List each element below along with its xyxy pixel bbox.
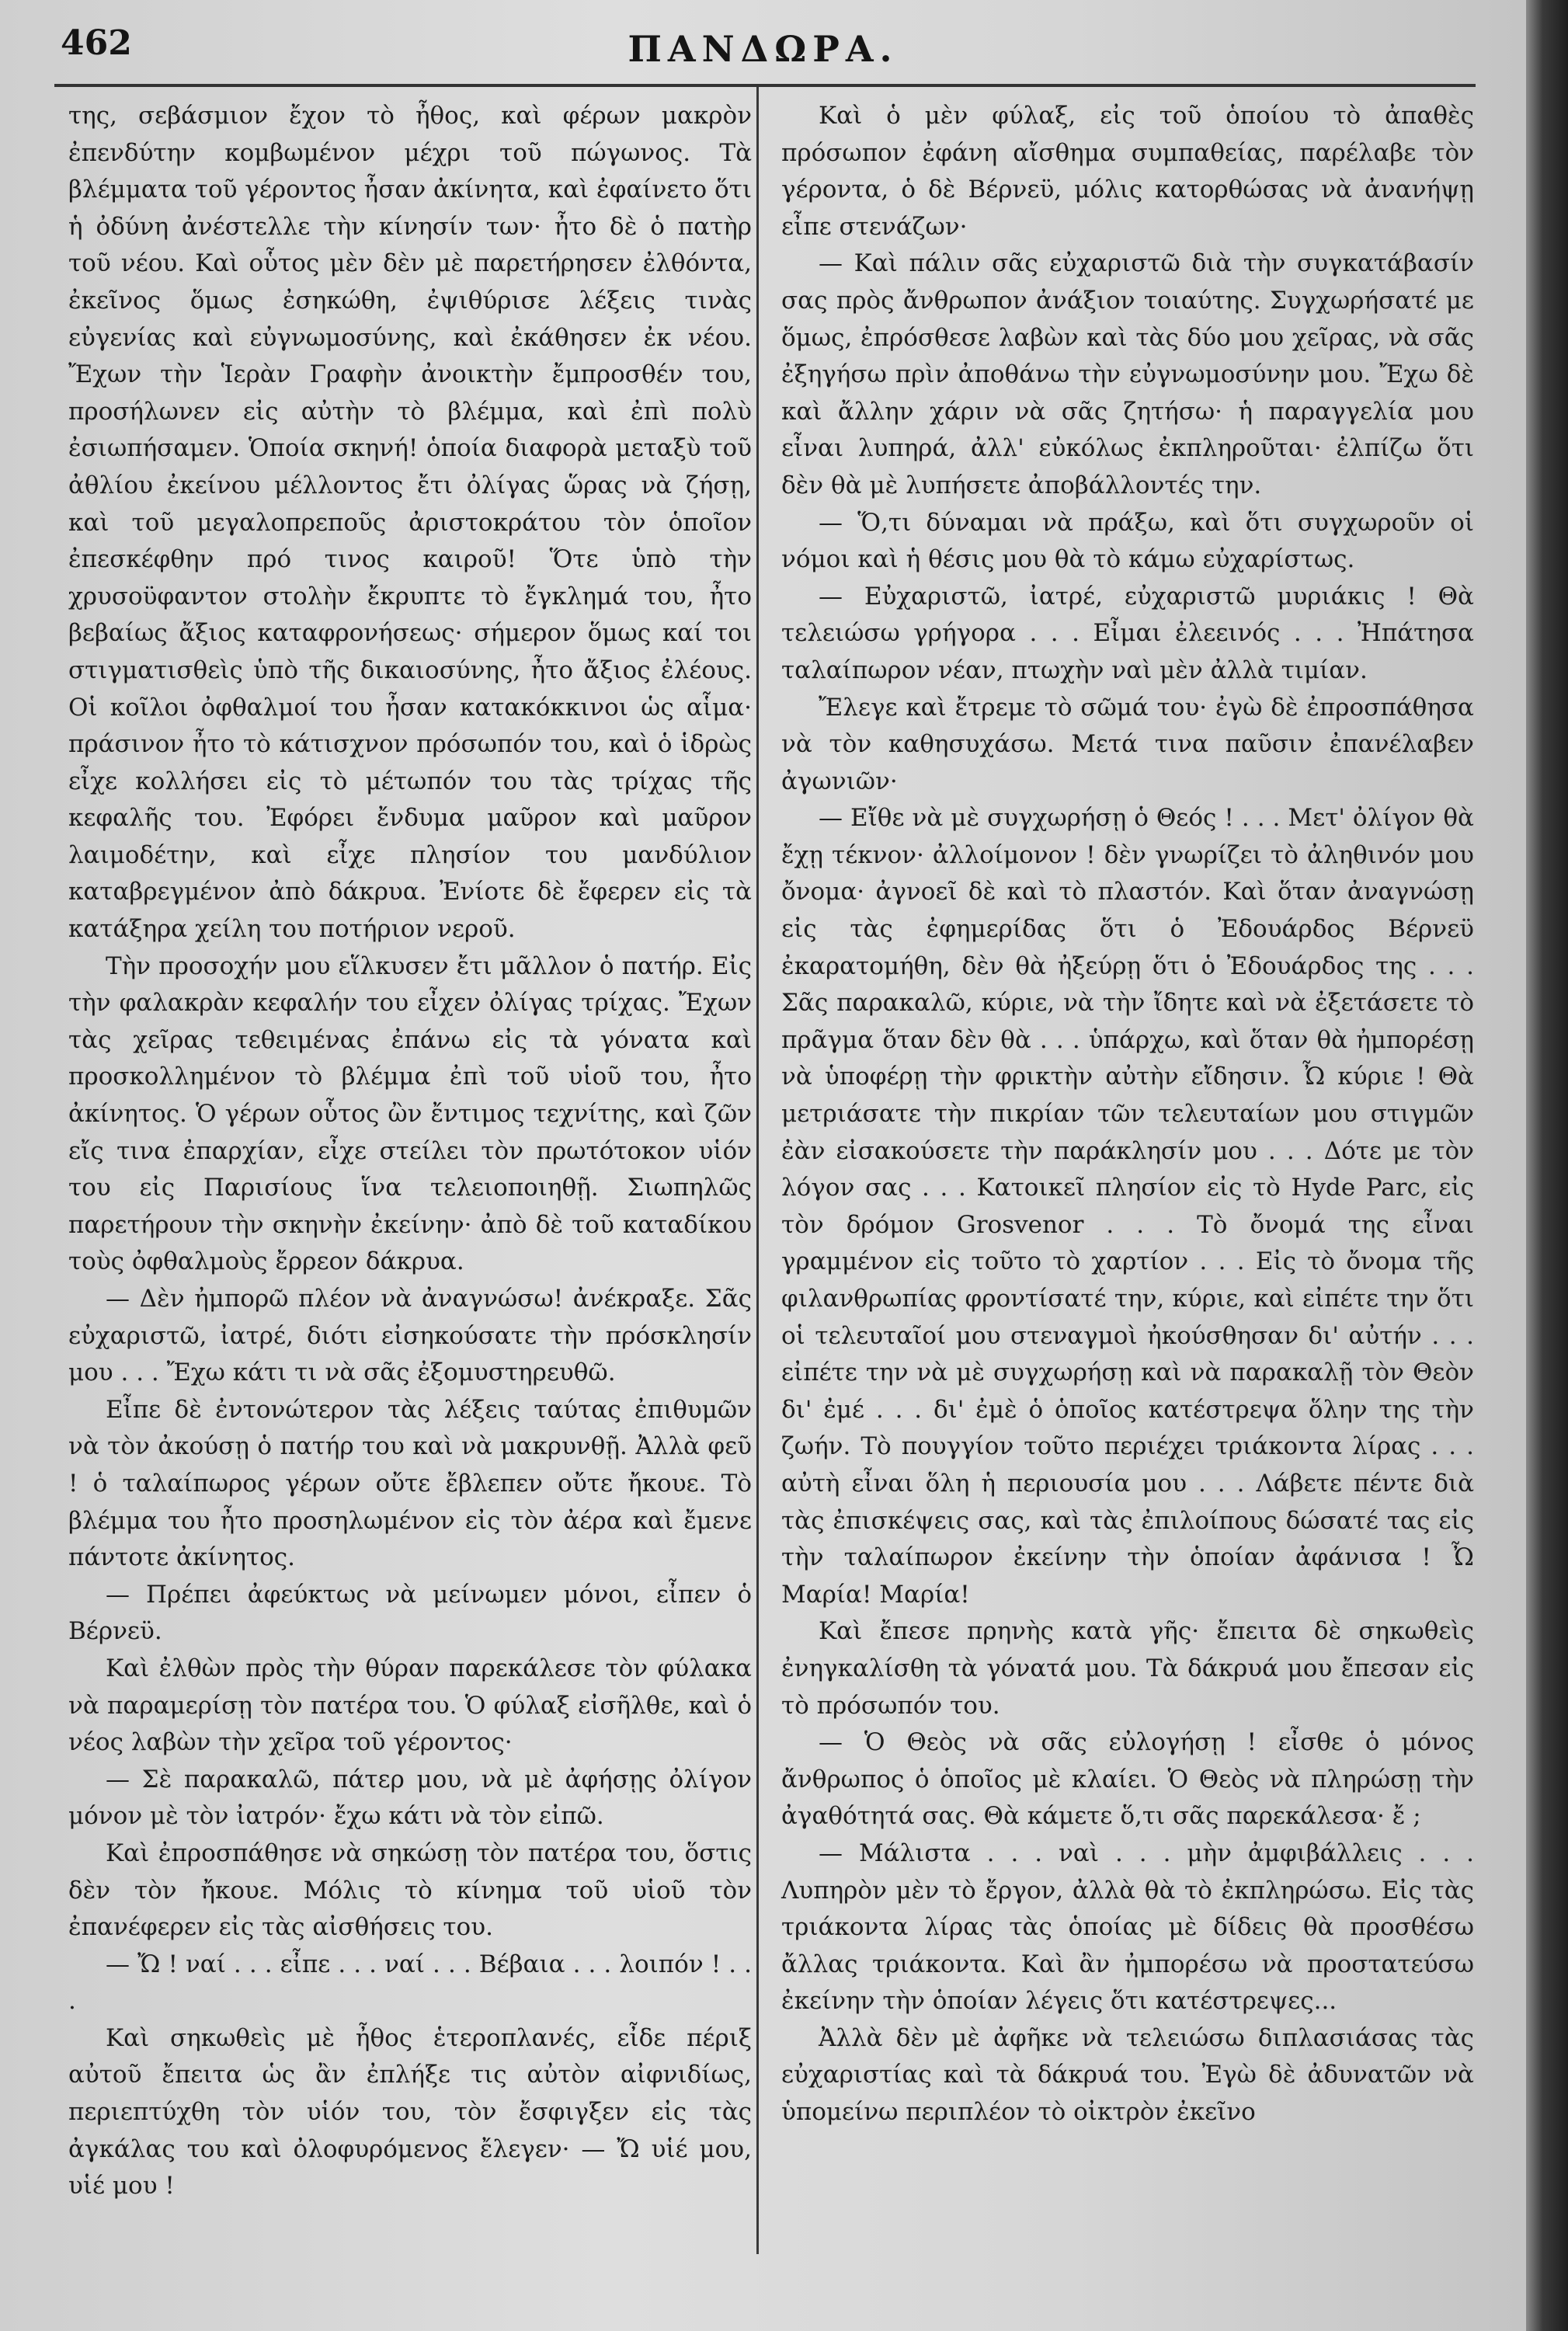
paragraph: Τὴν προσοχήν μου εἵλκυσεν ἔτι μᾶλλον ὁ πατήρ. Εἰς τὴν φαλακρὰν κεφαλήν του εἶχεν ὀλίγας τρίχας. Ἔχων τὰς χεῖρας τεθειμένας ἐπάνω εἰς τὰ γόνατα καὶ προσκολλημένον τὸ βλέμμα ἐπὶ τοῦ υἱοῦ του, ἦτο ἀκίνητος. Ὁ γέρων οὗτος ὢν ἔντιμος τεχνίτης, καὶ ζῶν εἴς τινα ἐπαρχίαν, εἶχε στείλει τὸν πρωτότοκον υἱόν του εἰς Παρισίους ἵνα τελειοποιηθῇ. Σιωπηλῶς παρετήρουν τὴν σκηνὴν ἐκείνην· ἀπὸ δὲ τοῦ καταδίκου τοὺς ὀφθαλμοὺς ἔρρεον δάκρυα. — [68, 952, 752, 1276]
paragraph: Εἶπε δὲ ἐντονώτερον τὰς λέξεις ταύτας ἐπιθυμῶν νὰ τὸν ἀκούσῃ ὁ πατήρ του καὶ νὰ μακρυνθῇ. Ἀλλὰ φεῦ ! ὁ ταλαίπωρος γέρων οὔτε ἔβλεπεν οὔτε ἤκουε. Τὸ βλέμμα του ἦτο προσηλωμένον εἰς τὸν ἀέρα καὶ ἔμενε πάντοτε ἀκίνητος. — [68, 1395, 752, 1572]
paragraph: — Εἴθε νὰ μὲ συγχωρήσῃ ὁ Θεός ! . . . Μετ' ὀλίγον θὰ ἔχῃ τέκνον· ἀλλοίμονον ! δὲν γνωρίζει τὸ ἀληθινόν μου ὄνομα· ἀγνοεῖ δὲ καὶ τὸ πλαστόν. Καὶ ὅταν ἀναγνώσῃ εἰς τὰς ἐφημερίδας ὅτι ὁ Ἐδουάρδος Βέρνεϋ ἐκαρατομήθη, δὲν θὰ ἠξεύρῃ ὅτι ὁ Ἐδουάρδος της . . . Σᾶς παρακαλῶ, κύριε, νὰ τὴν ἴδητε καὶ νὰ ἐξετάσετε τὸ πρᾶγμα ὅταν δὲν θὰ . . . ὑπάρχω, καὶ ὅταν θὰ ἠμπορέσῃ νὰ ὑποφέρῃ τὴν φρικτὴν αὐτὴν εἴδησιν. Ὦ κύριε ! Θὰ μετριάσατε τὴν πικρίαν τῶν τελευταίων μου στιγμῶν ἐὰν εἰσακούσετε τὴν παράκλησίν μου . . . Δότε με τὸν λόγον σας . . . Κατοικεῖ πλησίον εἰς τὸ Hyde Parc, εἰς τὸν δρόμον Grosvenor . . . Τὸ ὄνομά της εἶναι γραμμένον εἰς τοῦτο τὸ χαρτίον . . . Εἰς τὸ ὄνομα τῆς φιλανθρωπίας φροντίσατέ την, κύριε, καὶ εἰπέτε την ὅτι οἱ τελευταῖοί μου στεναγμοὶ ἠκούσθησαν δι' αὐτήν . . . εἰπέτε την νὰ μὲ συγχωρήσῃ καὶ νὰ παρακαλῇ τὸν Θεὸν δι' ἐμέ . . . δι' ἐμὲ ὁ ὁποῖος κατέστρεψα ὅλην της τὴν ζωήν. Τὸ πουγγίον τοῦτο περιέχει τριάκοντα λίρας . . . αὐτὴ εἶναι ὅλη ἡ περιουσία μου . . . Λάβετε πέντε διὰ τὰς ἐπισκέψεις σας, καὶ τὰς ἐπιλοίπους δώσατέ τας εἰς τὴν ταλαίπωρον ἐκείνην τὴν ὁποίαν ἀφάνισα ! Ὦ Μαρία! Μαρία! — [781, 804, 1474, 1609]
paragraph: — Δὲν ἠμπορῶ πλέον νὰ ἀναγνώσω! ἀνέκραξε. Σᾶς εὐχαριστῶ, ἰατρέ, διότι εἰσηκούσατε τὴν πρόσκλησίν μου . . . Ἔχω κάτι τι νὰ σᾶς ἐξομυστηρευθῶ. — [68, 1285, 752, 1387]
paragraph: — Ὅ,τι δύναμαι νὰ πράξω, καὶ ὅτι συγχωροῦν οἱ νόμοι καὶ ἡ θέσις μου θὰ τὸ κάμω εὐχαρίστως. — [781, 508, 1474, 574]
paragraph: της, σεβάσμιον ἔχον τὸ ἦθος, καὶ φέρων μακρὸν ἐπενδύτην κομβωμένον μέχρι τοῦ πώγωνος. Τὰ βλέμματα τοῦ γέροντος ἦσαν ἀκίνητα, καὶ ἐφαίνετο ὅτι ἡ ὀδύνη ἀνέστελλε τὴν κίνησίν των· ἦτο δὲ ὁ πατὴρ τοῦ νέου. Καὶ οὗτος μὲν δὲν μὲ παρετήρησεν ἐλθόντα, ἐκεῖνος ὅμως ἐσηκώθη, ἐψιθύρισε λέξεις τινὰς εὐγενίας καὶ εὐγνωμοσύνης, καὶ ἐκάθησεν ἐκ νέου. Ἔχων τὴν Ἱερὰν Γραφὴν ἀνοικτὴν ἔμπροσθέν του, προσήλωνεν εἰς αὐτὴν τὸ βλέμμα, καὶ ἐπὶ πολὺ ἐσιωπήσαμεν. Ὁποία σκηνή! ὁποία διαφορὰ μεταξὺ τοῦ ἀθλίου ἐκείνου μέλλοντος ἔτι ὀλίγας ὥρας νὰ ζήσῃ, καὶ τοῦ μεγαλοπρεποῦς ἀριστοκράτου τὸν ὁποῖον ἐπεσκέφθην πρό τινος καιροῦ! Ὅτε ὑπὸ τὴν χρυσοϋφαντον στολὴν ἔκρυπτε τὸ ἔγκλημά του, ἦτο βεβαίως ἄξιος καταφρονήσεως· σήμερον ὅμως καί τοι στιγματισθεὶς ὑπὸ τῆς δικαιοσύνης, ἦτο ἄξιος ἐλέους. Οἱ κοῖλοι ὀφθαλμοί του ἦσαν κατακόκκινοι ὡς αἷμα· πράσινον ἦτο τὸ κάτισχνον πρόσωπόν του, καὶ ὁ ἱδρὼς εἶχε κολλήσει εἰς τὸ μέτωπόν του τὰς τρίχας τῆς κεφαλῆς του. Ἐφόρει ἔνδυμα μαῦρον καὶ μαῦρον λαιμοδέτην, καὶ εἶχε πλησίον του μανδύλιον καταβρεγμένον ἀπὸ δάκρυα. Ἐνίοτε δὲ ἔφερεν εἰς τὰ κατάξηρα χείλη του ποτήριον νεροῦ. — [68, 102, 752, 944]
running-title: ΠΑΝΔΩΡΑ. — [628, 28, 899, 70]
page-number: 462 — [61, 23, 132, 63]
paragraph: — Ὁ Θεὸς νὰ σᾶς εὐλογήσῃ ! εἶσθε ὁ μόνος ἄνθρωπος ὁ ὁποῖος μὲ κλαίει. Ὁ Θεὸς νὰ πληρώσῃ τὴν ἀγαθότητά σας. Θὰ κάμετε ὅ,τι σᾶς παρεκάλεσα· ἔ ; — [781, 1728, 1474, 1831]
paragraph: Καὶ ὁ μὲν φύλαξ, εἰς τοῦ ὁποίου τὸ ἀπαθὲς πρόσωπον ἐφάνη αἴσθημα συμπαθείας, παρέλαβε τὸν γέροντα, ὁ δὲ Βέρνεϋ, μόλις κατορθώσας νὰ ἀνανήψῃ εἶπε στενάζων· — [781, 102, 1474, 241]
paragraph: — Ὤ ! ναί . . . εἶπε . . . ναί . . . Βέβαια . . . λοιπόν ! . . . — [68, 1950, 752, 2016]
paragraph: Ἀλλὰ δὲν μὲ ἀφῆκε νὰ τελειώσω διπλασιάσας τὰς εὐχαριστίας καὶ τὰ δάκρυά του. Ἐγὼ δὲ ἀδυνατῶν νὰ ὑπομείνω περιπλέον τὸ οἰκτρὸν ἐκεῖνο — [781, 2023, 1474, 2127]
paragraph: Καὶ σηκωθεὶς μὲ ἦθος ἑτεροπλανές, εἶδε πέριξ αὐτοῦ ἔπειτα ὡς ἂν ἐπλήξε τις αὐτὸν αἰφνιδίως, περιεπτύχθη τὸν υἱόν του, τὸν ἔσφιγξεν εἰς τὰς ἀγκάλας του καὶ ὀλοφυρόμενος ἔλεγεν· — Ὤ υἱέ μου, υἱέ μου ! — [68, 2023, 752, 2201]
paragraph: — Μάλιστα . . . ναὶ . . . μὴν ἀμφιβάλλεις . . . Λυπηρὸν μὲν τὸ ἔργον, ἀλλὰ θὰ τὸ ἐκπληρώσω. Εἰς τὰς τριάκοντα λίρας τὰς ὁποίας μὲ δίδεις θὰ προσθέσω ἄλλας τριάκοντα. Καὶ ἂν ἠμπορέσω νὰ προστατεύσω ἐκείνην τὴν ὁποίαν λέγεις ὅτι κατέστρεψες... — [781, 1839, 1474, 2016]
paragraph: — Σὲ παρακαλῶ, πάτερ μου, νὰ μὲ ἀφήσῃς ὀλίγον μόνον μὲ τὸν ἰατρόν· ἔχω κάτι νὰ τὸν εἰπῶ. — [68, 1765, 752, 1831]
paragraph: — Καὶ πάλιν σᾶς εὐχαριστῶ διὰ τὴν συγκατάβασίν σας πρὸς ἄνθρωπον ἀνάξιον τοιαύτης. Συγχωρήσατέ με ὅμως, ἐπρόσθεσε λαβὼν καὶ τὰς δύο μου χεῖρας, νὰ σᾶς ἐξηγήσω πρὶν ἀποθάνω τὴν εὐγνωμοσύνην μου. Ἔχω δὲ καὶ ἄλλην χάριν νὰ σᾶς ζητήσω· ἡ παραγγελία μου εἶναι λυπηρά, ἀλλ' εὐκόλως ἐκπληροῦται· ἐλπίζω ὅτι δὲν θὰ μὲ λυπήσετε ἀποβάλλοντές την. — [781, 249, 1474, 499]
header-rule — [54, 84, 1476, 87]
left-column — [68, 98, 752, 2205]
paragraph: Καὶ ἔπεσε πρηνὴς κατὰ γῆς· ἔπειτα δὲ σηκωθεὶς ἐνηγκαλίσθη τὰ γόνατά μου. Τὰ δάκρυά μου ἔπεσαν εἰς τὸ πρόσωπόν του. — [781, 1617, 1474, 1720]
column-divider — [756, 87, 759, 2254]
paragraph: — Πρέπει ἀφεύκτως νὰ μείνωμεν μόνοι, εἶπεν ὁ Βέρνεϋ. — [68, 1580, 752, 1646]
paragraph: Ἔλεγε καὶ ἔτρεμε τὸ σῶμά του· ἐγὼ δὲ ἐπροσπάθησα νὰ τὸν καθησυχάσω. Μετά τινα παῦσιν ἐπανέλαβεν ἀγωνιῶν· — [781, 693, 1474, 795]
right-column — [781, 98, 1474, 2131]
paragraph: Καὶ ἐπροσπάθησε νὰ σηκώσῃ τὸν πατέρα του, ὅστις δὲν τὸν ἤκουε. Μόλις τὸ κίνημα τοῦ υἱοῦ τὸν ἐπανέφερεν εἰς τὰς αἰσθήσεις του. — [68, 1839, 752, 1942]
paragraph: — Εὐχαριστῶ, ἰατρέ, εὐχαριστῶ μυριάκις ! Θὰ τελειώσω γρήγορα . . . Εἶμαι ἐλεεινός . . . Ἠπάτησα ταλαίπωρον νέαν, πτωχὴν ναὶ μὲν ἀλλὰ τιμίαν. — [781, 582, 1474, 684]
paragraph: Καὶ ἐλθὼν πρὸς τὴν θύραν παρεκάλεσε τὸν φύλακα νὰ παραμερίσῃ τὸν πατέρα του. Ὁ φύλαξ εἰσῆλθε, καὶ ὁ νέος λαβὼν τὴν χεῖρα τοῦ γέροντος· — [68, 1654, 752, 1757]
page-binding-edge — [1526, 0, 1568, 2331]
